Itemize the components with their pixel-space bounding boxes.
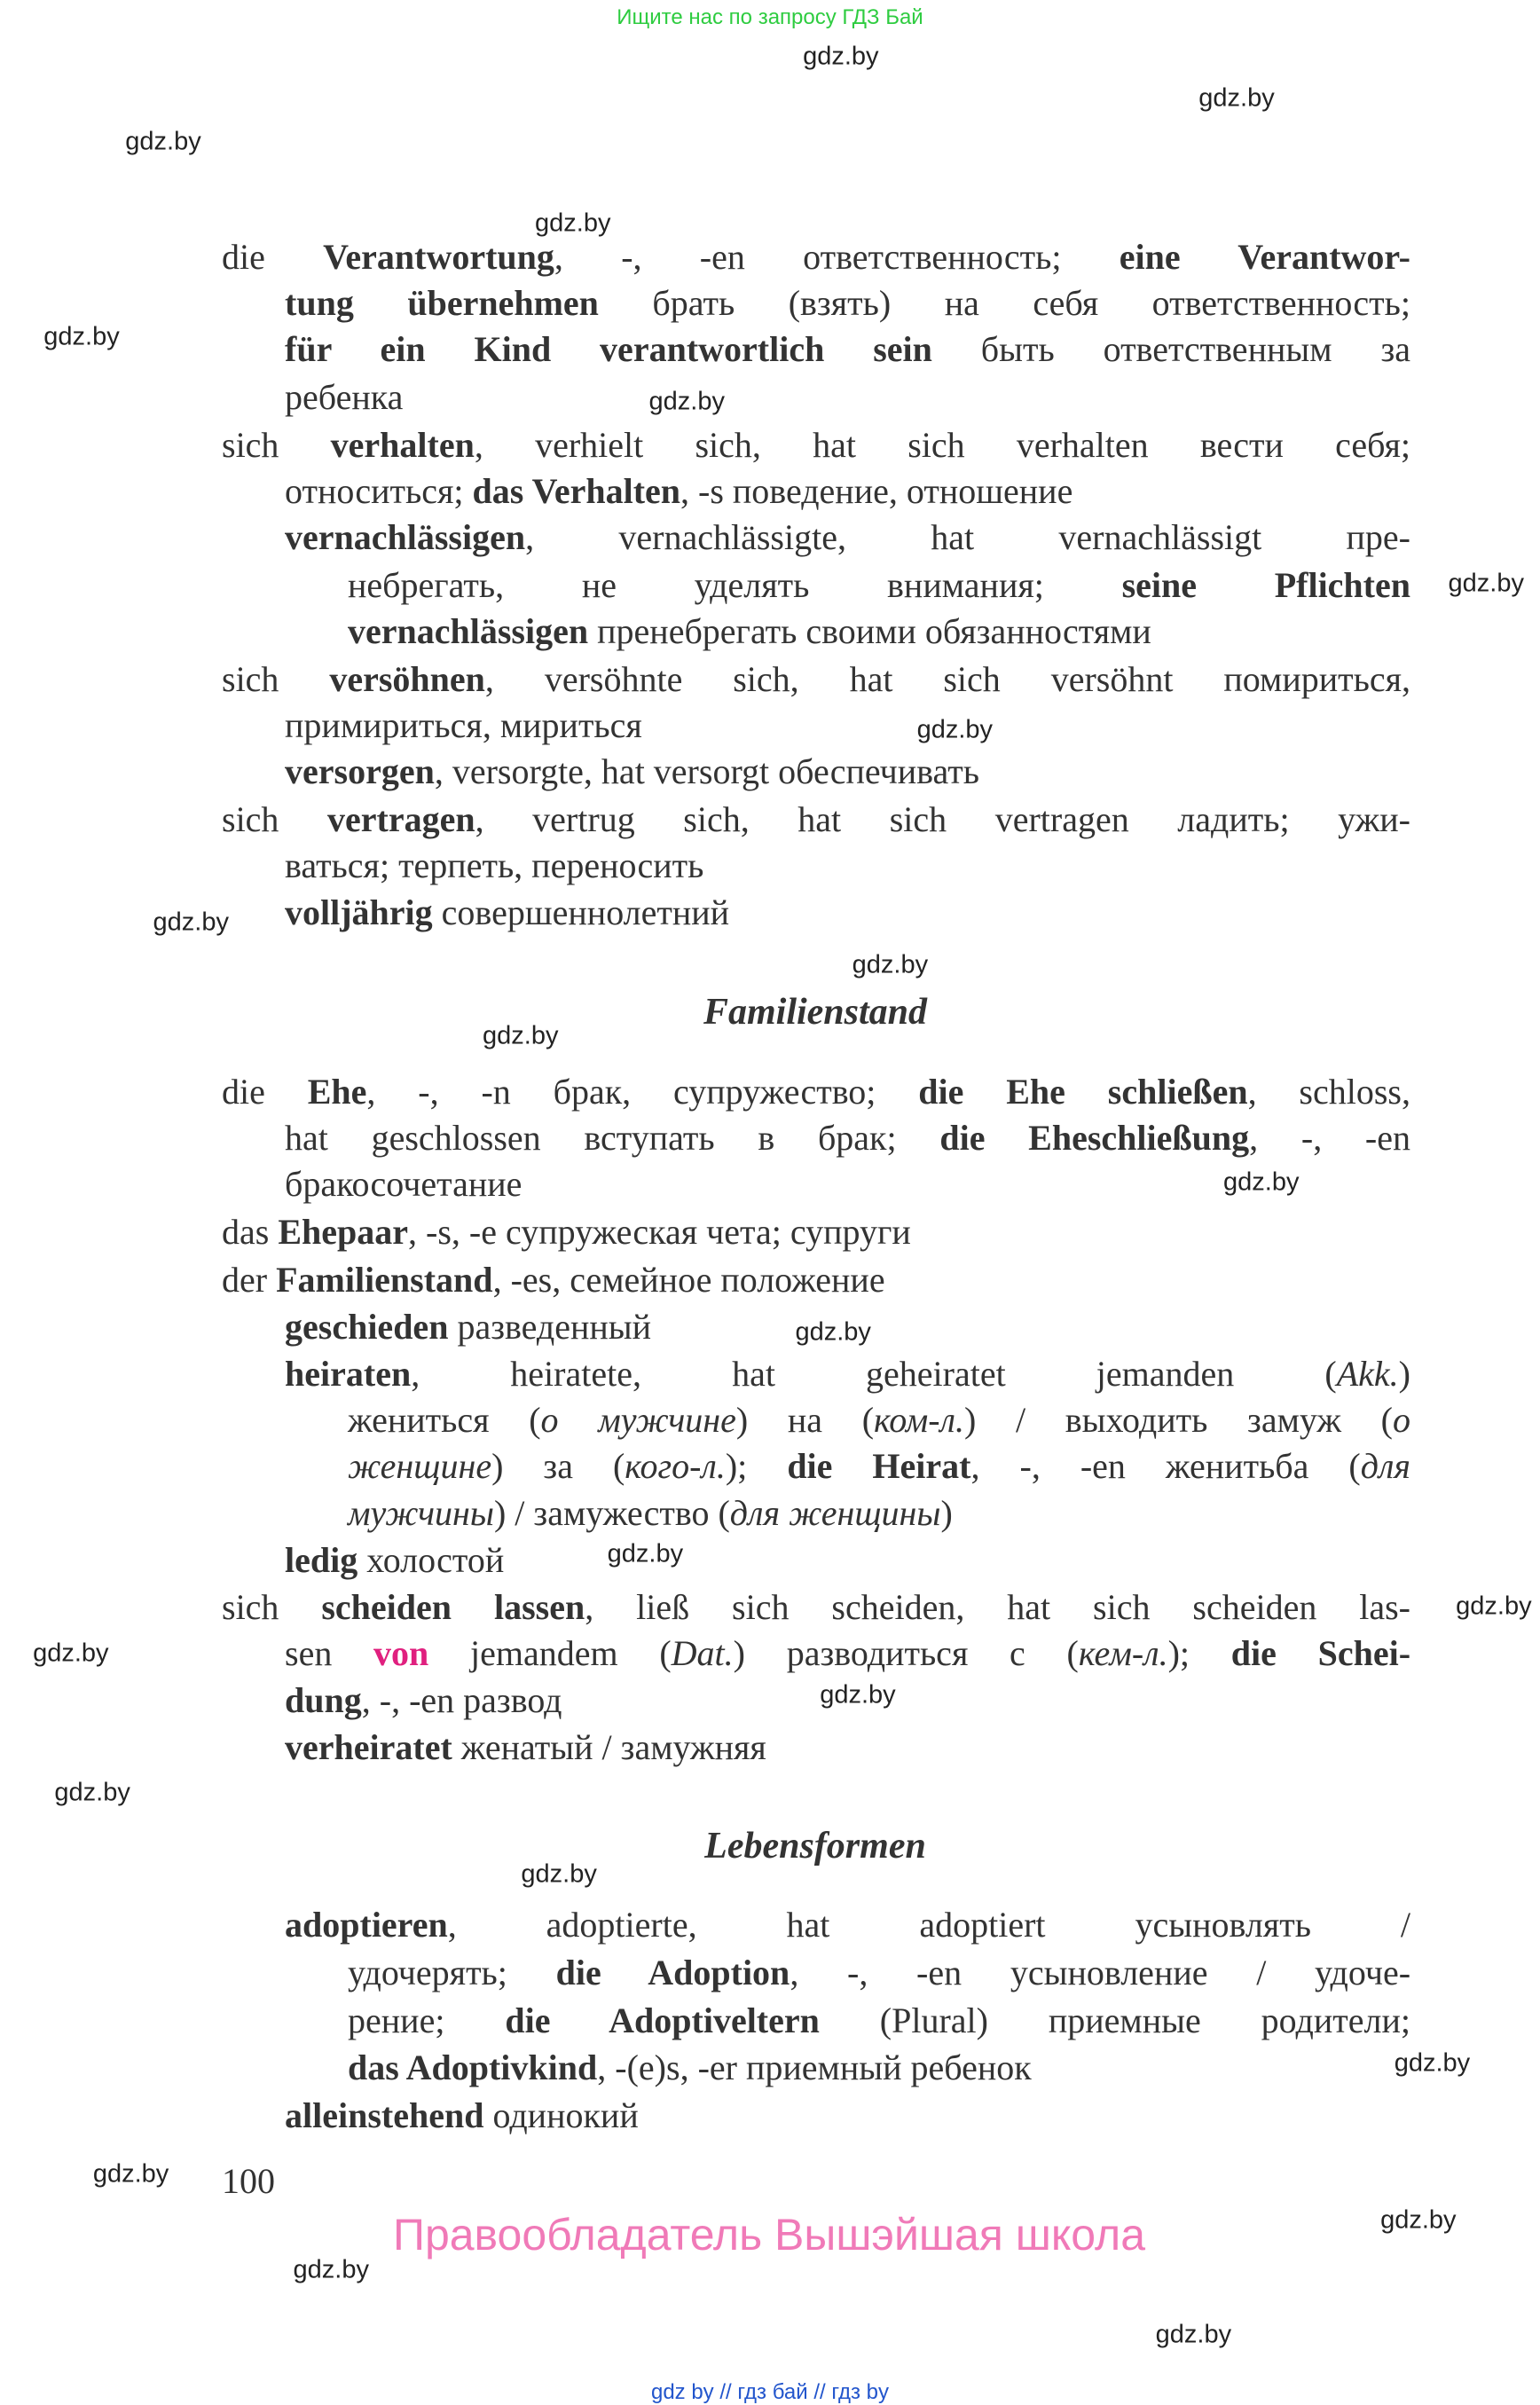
entry-line	[348, 1998, 1410, 2044]
watermark: gdz.by	[607, 1539, 684, 1568]
translation-text: разведенный	[448, 1307, 652, 1348]
watermark: gdz.by	[43, 322, 120, 351]
translation-text: , -, -en женитьба (	[970, 1445, 1361, 1486]
section-heading: Lebensformen	[704, 1826, 926, 1867]
translation-text: hat geschlossen вступать в брак;	[285, 1117, 940, 1158]
headword: für ein Kind verantwortlich sein	[285, 329, 932, 370]
translation-text: , schloss,	[1247, 1071, 1410, 1112]
headword: eine Verantwor-	[1119, 236, 1410, 277]
headword: alleinstehend	[285, 2095, 484, 2136]
headword: heiraten	[285, 1353, 412, 1394]
entry-line	[222, 1069, 1410, 1115]
translation-text: быть ответственным за	[931, 329, 1410, 370]
entry-line	[285, 515, 1410, 561]
translation-text: пренебрегать своими обязанностями	[588, 610, 1151, 651]
grammar-note: для женщины	[729, 1493, 941, 1534]
entry-line	[285, 1902, 1410, 1948]
translation-text: , heiratete, hat geheiratet jemanden (	[411, 1353, 1337, 1394]
headword: Familienstand	[276, 1259, 493, 1300]
headword: das Adoptivkind	[348, 2047, 598, 2088]
translation-text: sen	[285, 1633, 374, 1674]
translation-text: рение;	[348, 2000, 506, 2040]
translation-text: ребенка	[285, 376, 404, 417]
watermark: gdz.by	[1198, 83, 1275, 113]
headword: vernachlässigen	[285, 516, 526, 557]
watermark: gdz.by	[916, 715, 994, 744]
watermark: gdz.by	[1456, 1592, 1532, 1621]
watermark: gdz.by	[92, 2159, 169, 2189]
translation-text: (Plural) приемные родители;	[819, 2000, 1410, 2040]
translation-text: der	[222, 1259, 277, 1300]
translation-text: , -, -n брак, супружество;	[366, 1071, 919, 1112]
translation-text: ) / выходить замуж (	[963, 1399, 1393, 1440]
headword: die Schei-	[1230, 1633, 1411, 1674]
headword: die Ehe schließen	[918, 1071, 1248, 1112]
grammar-note: мужчины	[348, 1493, 494, 1534]
watermark: gdz.by	[1223, 1167, 1300, 1197]
entry-line	[285, 2093, 639, 2139]
watermark: gdz.by	[1380, 2205, 1457, 2235]
translation-text: , -es, семейное положение	[492, 1259, 885, 1300]
headword: verheiratet	[285, 1727, 452, 1768]
headword: das Verhalten	[472, 470, 681, 511]
headword: die Adoption	[555, 1952, 790, 1992]
translation-text: );	[1167, 1633, 1231, 1674]
watermark: gdz.by	[33, 1639, 109, 1668]
headword: Ehe	[307, 1071, 367, 1112]
watermark: gdz.by	[1155, 2320, 1232, 2349]
translation-text: , adoptierte, hat adoptiert усыновлять /	[447, 1905, 1410, 1945]
entry-line	[348, 562, 1410, 609]
watermark: gdz.by	[521, 1859, 597, 1889]
translation-text: , -s поведение, отношение	[680, 470, 1073, 511]
highlighted-word: von	[373, 1633, 429, 1674]
entry-line	[348, 609, 1151, 655]
translation-text: примириться, мириться	[285, 704, 642, 745]
translation-text: ваться; терпеть, переносить	[285, 845, 704, 885]
page-number: 100	[222, 2161, 275, 2201]
watermark: gdz.by	[795, 1317, 871, 1347]
entry-line	[222, 1584, 1410, 1631]
watermark: gdz.by	[125, 127, 201, 156]
translation-text: ) разводиться с (	[733, 1633, 1079, 1674]
headword: tung übernehmen	[285, 282, 599, 323]
watermark: gdz.by	[483, 1021, 559, 1050]
translation-text: sich	[222, 424, 331, 465]
translation-text: jemandem (	[428, 1633, 672, 1674]
translation-text: жениться (	[348, 1399, 541, 1440]
entry-line	[348, 1397, 1410, 1443]
translation-text: женатый / замужняя	[452, 1727, 766, 1768]
watermark: gdz.by	[535, 208, 611, 238]
entry-line	[285, 280, 1410, 326]
footer-links[interactable]: gdz by // гдз бай // гдз by	[650, 2380, 890, 2404]
entry-line	[285, 1115, 1410, 1161]
translation-text: бракосочетание	[285, 1163, 522, 1204]
headword: geschieden	[285, 1307, 449, 1348]
watermark: gdz.by	[153, 908, 229, 937]
headword: die Adoptiveltern	[505, 2000, 820, 2040]
translation-text: небрегать, не уделять внимания;	[348, 564, 1122, 605]
grammar-note: кого-л.	[625, 1445, 726, 1486]
translation-text: ) на (	[735, 1399, 875, 1440]
section-heading: Familienstand	[703, 991, 928, 1033]
entry-line	[348, 1490, 953, 1537]
grammar-note: о мужчине	[540, 1399, 736, 1440]
translation-text: , vernachlässigte, hat vernachlässigt пре-	[525, 516, 1410, 557]
headword: Ehepaar	[278, 1211, 409, 1252]
entry-line	[285, 1304, 651, 1350]
headword: ledig	[285, 1539, 358, 1580]
translation-text: sich	[222, 658, 330, 699]
entry-line	[285, 703, 642, 749]
grammar-note: Akk.	[1336, 1353, 1399, 1394]
headword: versöhnen	[329, 658, 485, 699]
watermark: gdz.by	[820, 1680, 896, 1709]
entry-line	[285, 843, 703, 889]
translation-text: , versöhnte sich, hat sich versöhnt помириться,	[484, 658, 1410, 699]
headword: adoptieren	[285, 1905, 448, 1945]
headword: vernachlässigen	[348, 610, 589, 651]
translation-text: , ließ sich scheiden, hat sich scheiden las-	[585, 1587, 1410, 1628]
translation-text: die	[222, 236, 324, 277]
headword: verhalten	[330, 424, 475, 465]
grammar-note: кем-л.	[1078, 1633, 1168, 1674]
translation-text: брать (взять) на себя ответственность;	[598, 282, 1410, 323]
headword: Verantwortung	[323, 236, 554, 277]
translation-text: , -s, -e супружеская чета; супруги	[408, 1211, 911, 1252]
top-banner[interactable]: Ищите нас по запросу ГДЗ Бай	[617, 5, 923, 29]
entry-line	[285, 890, 729, 936]
watermark: gdz.by	[293, 2255, 369, 2284]
translation-text: );	[725, 1445, 788, 1486]
entry-line	[285, 1537, 504, 1584]
watermark: gdz.by	[803, 42, 879, 71]
grammar-note: о	[1392, 1399, 1410, 1440]
watermark: gdz.by	[54, 1778, 130, 1807]
translation-text: , -(e)s, -er приемный ребенок	[597, 2047, 1032, 2088]
entry-line	[285, 374, 403, 420]
entry-line	[348, 2045, 1032, 2091]
entry-line	[348, 1443, 1410, 1489]
headword: scheiden lassen	[321, 1587, 585, 1628]
grammar-note: Dat.	[671, 1633, 734, 1674]
translation-text: )	[940, 1493, 953, 1534]
watermark: gdz.by	[852, 950, 929, 979]
entry-line	[285, 326, 1410, 373]
translation-text: , -, -en	[1249, 1117, 1411, 1158]
headword: vertragen	[327, 798, 475, 839]
translation-text: das	[222, 1211, 279, 1252]
headword: dung	[285, 1679, 362, 1720]
entry-line	[285, 1161, 522, 1207]
entry-line	[222, 1257, 885, 1303]
entry-line	[285, 1631, 1410, 1677]
translation-text: , -, -en усыновление / удоче-	[790, 1952, 1411, 1992]
entry-line	[285, 1678, 562, 1724]
translation-text: sich	[222, 1587, 322, 1628]
entry-line	[222, 422, 1410, 468]
watermark: gdz.by	[648, 387, 725, 416]
headword: die Heirat	[787, 1445, 971, 1486]
entry-line	[285, 749, 979, 795]
translation-text: холостой	[358, 1539, 505, 1580]
translation-text: , verhielt sich, hat sich verhalten вести себя;	[474, 424, 1410, 465]
translation-text: ) за (	[491, 1445, 625, 1486]
entry-line	[222, 656, 1410, 703]
translation-text: , vertrug sich, hat sich vertragen ладить; ужи-	[475, 798, 1411, 839]
entry-line	[222, 797, 1410, 843]
translation-text: совершеннолетний	[432, 892, 730, 933]
headword: volljährig	[285, 892, 433, 933]
translation-text: die	[222, 1071, 308, 1112]
translation-text: относиться;	[285, 470, 473, 511]
rights-holder: Правообладатель Вышэйшая школа	[393, 2210, 1145, 2260]
headword: die Eheschließung	[939, 1117, 1250, 1158]
entry-line	[285, 1351, 1410, 1397]
translation-text: , -, -en развод	[361, 1679, 562, 1720]
watermark: gdz.by	[1448, 569, 1524, 598]
entry-line	[222, 234, 1410, 280]
entry-line	[348, 1950, 1410, 1996]
translation-text: ) / замужество (	[493, 1493, 730, 1534]
entry-line	[285, 1725, 766, 1771]
grammar-note: ком-л.	[874, 1399, 964, 1440]
grammar-note: женщине	[348, 1445, 492, 1486]
headword: seine Pflichten	[1121, 564, 1410, 605]
translation-text: , versorgte, hat versorgt обеспечивать	[434, 751, 979, 791]
entry-line	[222, 1209, 911, 1255]
translation-text: одинокий	[483, 2095, 639, 2136]
grammar-note: для	[1360, 1445, 1411, 1486]
translation-text: удочерять;	[348, 1952, 556, 1992]
headword: versorgen	[285, 751, 435, 791]
entry-line	[285, 468, 1072, 515]
watermark: gdz.by	[1394, 2048, 1471, 2078]
translation-text: sich	[222, 798, 328, 839]
translation-text: )	[1398, 1353, 1410, 1394]
translation-text: , -, -en ответственность;	[554, 236, 1120, 277]
